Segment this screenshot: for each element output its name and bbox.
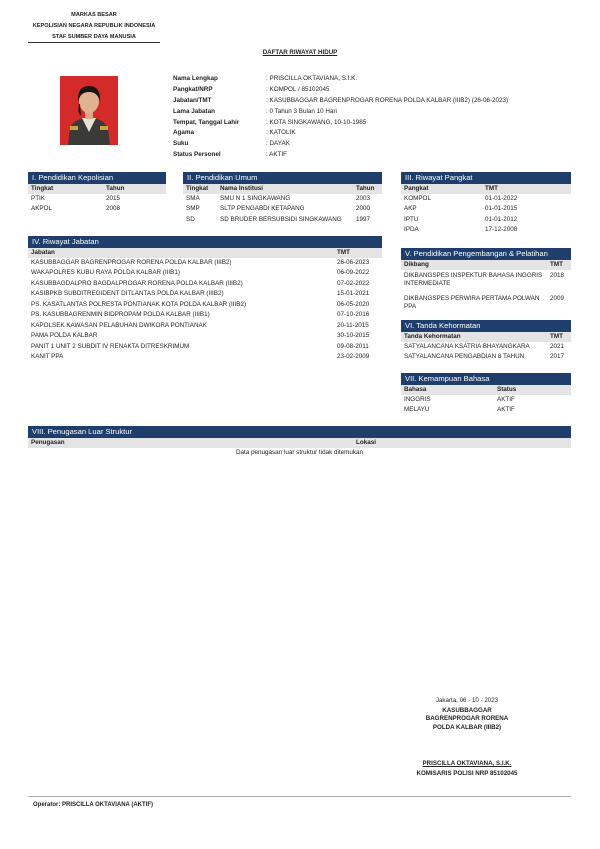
table-cell: SATYALANCANA KSATRIA BHAYANGKARA	[404, 342, 530, 350]
header-line-1: MARKAS BESAR	[71, 12, 117, 18]
table-cell: KASIBPKB SUBDITREGIDENT DITLANTAS POLDA KALBAR (IIIB2)	[31, 290, 224, 297]
column-header-row	[401, 385, 571, 395]
column-header-row	[28, 184, 166, 194]
table-row	[28, 204, 166, 215]
table-row	[28, 194, 166, 205]
bio-row	[173, 85, 508, 96]
table-row	[28, 321, 382, 332]
table-row	[28, 268, 382, 279]
section-header: IV. Riwayat Jabatan	[28, 236, 382, 248]
column-header: Bahasa	[404, 385, 427, 393]
section-header: VII. Kemampuan Bahasa	[401, 373, 571, 385]
section-riwayat-pangkat	[401, 172, 571, 236]
bio-label: Nama Lengkap	[173, 75, 218, 82]
table-cell: 20-11-2015	[337, 321, 369, 329]
bio-value: : KOTA SINGKAWANG, 10-10-1985	[266, 118, 367, 126]
table-cell: 06-09-2022	[337, 269, 370, 276]
table-cell: 2021	[550, 342, 565, 350]
table-cell: 26-06-2023	[337, 258, 370, 266]
table-cell: PAMA POLDA KALBAR	[31, 332, 98, 339]
column-header: Tahun	[356, 184, 375, 192]
table-cell: 01-01-2012	[485, 215, 518, 223]
table-cell: DIKBANGSPES PERWIRA PERTAMA POLWAN PPA	[404, 294, 540, 311]
table-cell: 1997	[356, 215, 371, 223]
table-cell: SMP	[186, 205, 200, 212]
signature-block	[405, 697, 529, 732]
section-tanda-kehormatan	[401, 320, 571, 363]
section-pendidikan-kepolisian	[28, 172, 166, 215]
section-header: I. Pendidikan Kepolisian	[28, 172, 166, 184]
bio-value: : KATOLIK	[266, 129, 296, 137]
table-row	[183, 194, 382, 205]
table-cell: INGGRIS	[404, 395, 431, 403]
column-header-row	[401, 332, 571, 342]
column-header: Tingkat	[186, 184, 209, 192]
table-cell: KANIT PPA	[31, 353, 64, 360]
column-header: Penugasan	[31, 438, 65, 446]
table-row	[28, 342, 382, 353]
table-cell: 30-10-2015	[337, 332, 370, 339]
bio-label: Lama Jabatan	[173, 107, 215, 115]
bio-label: Status Personel	[173, 151, 221, 159]
signature-place-date: Jakarta, 06 - 10 - 2023	[435, 697, 499, 704]
table-cell: IPTU	[404, 215, 419, 223]
column-header: TMT	[550, 260, 563, 268]
table-cell: 2009	[550, 294, 565, 302]
column-header-row	[28, 438, 571, 448]
column-header-row	[28, 248, 382, 258]
table-cell: PANIT 1 UNIT 2 SUBDIT IV RENAKTA DITRESKRIMUM	[31, 342, 190, 350]
table-cell: 2003	[356, 194, 371, 202]
column-header: Tahun	[106, 184, 125, 192]
bio-label: Jabatan/TMT	[173, 96, 212, 104]
table-cell: MELAYU	[404, 406, 430, 413]
bio-row	[173, 150, 508, 161]
bio-row	[173, 107, 508, 118]
bio-label: Suku	[173, 140, 189, 148]
column-header: TMT	[337, 248, 350, 256]
section-riwayat-jabatan	[28, 236, 382, 363]
column-header-row	[183, 184, 382, 194]
table-cell: 01-01-2015	[485, 205, 518, 212]
table-cell: 06-05-2020	[337, 300, 370, 308]
table-cell: AKPOL	[31, 205, 52, 212]
table-row	[401, 225, 571, 236]
header-line-2: KEPOLISIAN NEGARA REPUBLIK INDONESIA	[32, 23, 156, 29]
column-header: Dikbang	[404, 260, 429, 268]
signature-title-line: POLDA KALBAR (IIIB2)	[432, 723, 502, 731]
bio-value: : PRISCILLA OKTAVIANA, S.I.K.	[266, 75, 358, 82]
signature-title-line: KASUBBAGGAR	[442, 706, 492, 714]
person-portrait-icon	[60, 76, 118, 145]
column-header: Pangkat	[404, 184, 429, 192]
column-header: Status	[497, 385, 517, 393]
table-row	[401, 270, 571, 293]
section-header: II. Pendidikan Umum	[183, 172, 382, 184]
bio-row	[173, 118, 508, 129]
bio-row	[173, 96, 508, 107]
section-penugasan-luar-struktur	[28, 426, 571, 458]
table-cell: DIKBANGSPES INSPEKTUR BAHASA INGGRIS INTERMEDIATE	[404, 271, 543, 288]
section-header: VIII. Penugasan Luar Struktur	[28, 426, 571, 438]
table-cell: 23-02-2009	[337, 353, 370, 360]
column-header: TMT	[550, 332, 563, 340]
table-cell: 15-01-2021	[337, 290, 370, 297]
table-cell: 2000	[356, 205, 371, 212]
bio-value: : AKTIF	[266, 151, 287, 159]
column-header: Nama Institusi	[220, 184, 264, 192]
table-row	[401, 215, 571, 226]
table-cell: 2018	[550, 271, 565, 279]
bio-value: : 0 Tahun 3 Bulan 10 Hari	[266, 107, 337, 115]
table-row	[401, 293, 571, 316]
bio-row	[173, 128, 508, 139]
table-cell: 17-12-2008	[485, 226, 518, 233]
column-header: Tingkat	[31, 184, 54, 192]
table-cell: SMU N 1 SINGKAWANG	[220, 194, 291, 202]
bio-value: : DAYAK	[266, 140, 290, 148]
column-header: Jabatan	[31, 248, 55, 256]
section-kemampuan-bahasa	[401, 373, 571, 416]
bio-value: : KASUBBAGGAR BAGRENPROGAR RORENA POLDA KALBAR (IIIB2) (26-06-2023)	[266, 96, 509, 104]
section-pendidikan-umum	[183, 172, 382, 225]
table-cell: KASUBBAGGAR BAGRENPROGAR RORENA POLDA KALBAR (IIIB2)	[31, 258, 232, 266]
signature-title-line: BAGRENPROGAR RORENA	[425, 715, 509, 723]
column-header: TMT	[485, 184, 498, 192]
table-cell: PS. KASUBBAGRENMIN BIDPROPAM POLDA KALBAR (IIIB1)	[31, 311, 210, 318]
table-cell: SATYALANCANA PENGABDIAN 8 TAHUN	[404, 353, 525, 360]
bio-value: : KOMPOL / 85102045	[266, 85, 330, 93]
table-row	[401, 342, 571, 353]
table-cell: AKTIF	[497, 395, 515, 403]
bio-row	[173, 139, 508, 150]
table-cell: SLTP PENGABDI KETAPANG	[220, 205, 305, 212]
operator-footer: Operator: PRISCILLA OKTAVIANA (AKTIF)	[33, 802, 153, 808]
column-header-row	[401, 260, 571, 270]
bio-row	[173, 74, 508, 85]
table-row	[401, 352, 571, 363]
table-cell: KOMPOL	[404, 194, 431, 202]
bio-label: Tempat, Tanggal Lahir	[173, 118, 240, 126]
table-row	[28, 289, 382, 300]
bio-label: Pangkat/NRP	[173, 85, 213, 93]
table-cell: WAKAPOLRES KUBU RAYA POLDA KALBAR (IIIB1)	[31, 269, 180, 276]
section-header: VI. Tanda Kehormatan	[401, 320, 571, 332]
table-row	[401, 405, 571, 416]
table-row	[28, 300, 382, 311]
table-row	[28, 310, 382, 321]
column-header: Tanda Kehormatan	[404, 332, 461, 340]
table-cell: SD BRUDER BERSUBSIDI SINGKAWANG	[220, 215, 342, 223]
column-header: Lokasi	[356, 438, 376, 446]
bio-label: Agama	[173, 129, 194, 137]
table-row	[183, 204, 382, 215]
header-line-3: STAF SUMBER DAYA MANUSIA	[52, 34, 136, 40]
table-row	[401, 194, 571, 205]
signatory-name: PRISCILLA OKTAVIANA, S.I.K.	[422, 760, 512, 767]
table-cell: AKP	[404, 205, 417, 212]
table-row	[28, 279, 382, 290]
table-cell: AKTIF	[497, 406, 515, 413]
section-header: III. Riwayat Pangkat	[401, 172, 571, 184]
column-header-row	[401, 184, 571, 194]
section-pendidikan-pengembangan	[401, 248, 571, 316]
table-cell: 2008	[106, 205, 121, 212]
table-cell: KASUBBAGDALPRO BAGDALPROGAR RORENA POLDA KALBAR (IIIB2)	[31, 279, 243, 287]
institution-header	[28, 10, 160, 43]
table-row	[401, 204, 571, 215]
table-row	[28, 258, 382, 269]
table-row	[28, 352, 382, 363]
table-cell: SD	[186, 215, 195, 223]
empty-message-text: Data penugasan luar struktur tidak ditemukan	[235, 448, 364, 456]
table-cell: 2015	[106, 194, 121, 202]
table-cell: PS. KASATLANTAS POLRESTA PONTIANAK KOTA POLDA KALBAR (IIIB2)	[31, 300, 247, 308]
table-cell: 01-01-2022	[485, 194, 518, 202]
table-cell: KAPOLSEK KAWASAN PELABUHAN DWIKORA PONTIANAK	[31, 321, 207, 329]
profile-photo	[60, 76, 118, 145]
table-row	[183, 215, 382, 226]
table-cell: PTIK	[31, 194, 45, 202]
table-cell: 2017	[550, 353, 565, 360]
signatory-rank: KOMISARIS POLISI NRP 85102045	[416, 770, 518, 777]
table-row	[401, 395, 571, 406]
footer-divider	[28, 796, 571, 797]
table-cell: 07-10-2016	[337, 311, 370, 318]
empty-message	[28, 448, 571, 459]
document-title: DAFTAR RIWAYAT HIDUP	[262, 49, 338, 56]
table-cell: SMA	[186, 194, 200, 202]
header-divider	[28, 42, 160, 43]
table-cell: 09-08-2011	[337, 342, 369, 350]
table-row	[28, 331, 382, 342]
table-cell: IPDA	[404, 226, 419, 233]
section-header: V. Pendidikan Pengembangan & Pelatihan	[401, 248, 571, 260]
bio-section	[173, 74, 508, 161]
table-cell: 07-02-2022	[337, 279, 370, 287]
